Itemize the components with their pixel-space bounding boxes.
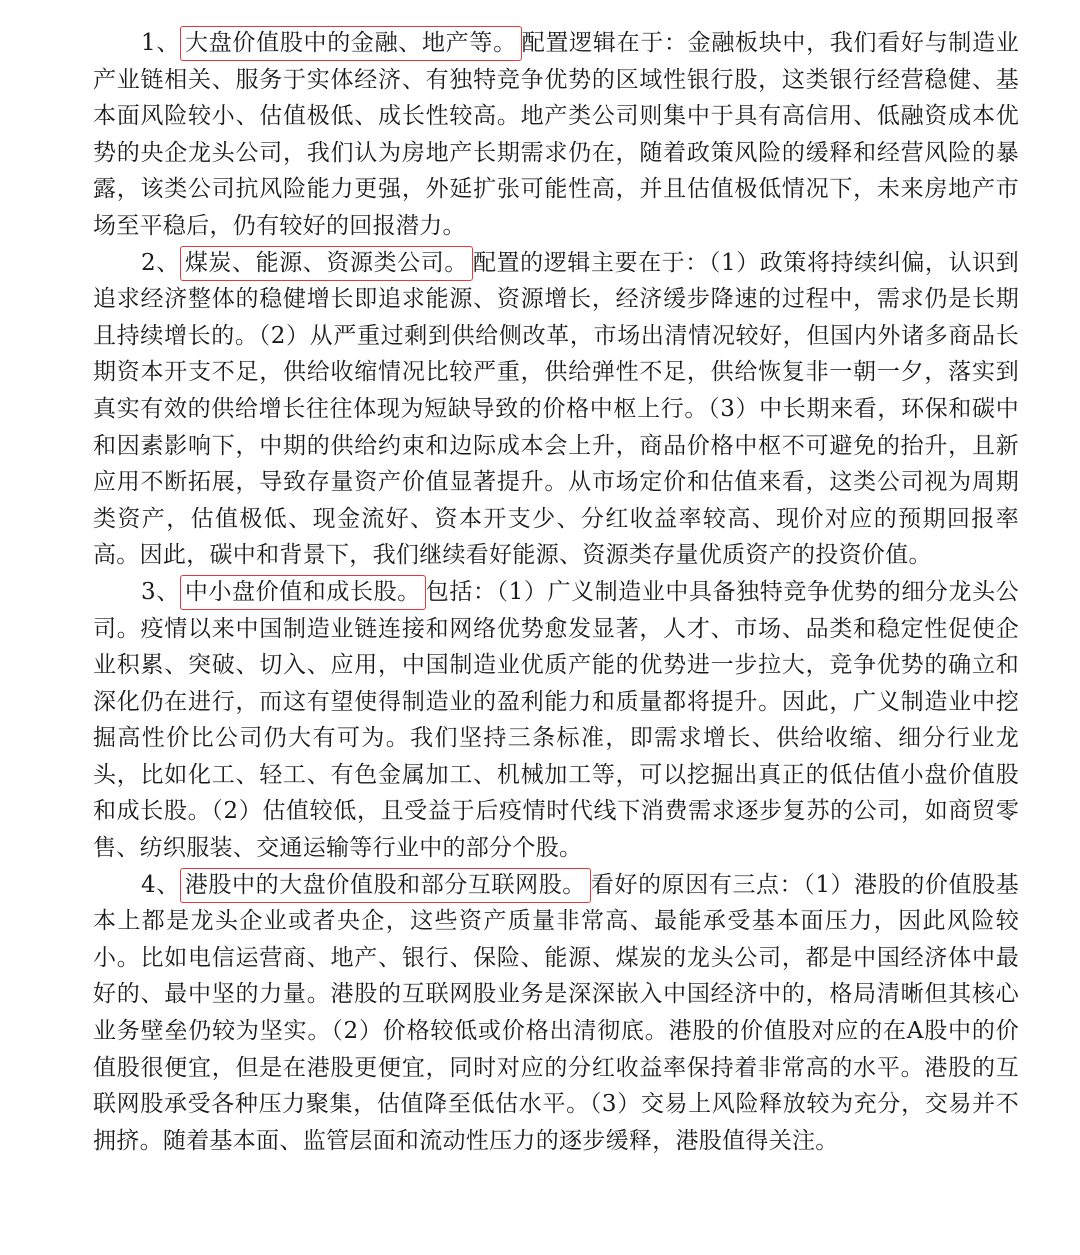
- paragraph-3-highlight: 中小盘价值和成长股。: [180, 575, 426, 610]
- paragraph-2-highlight: 煤炭、能源、资源类公司。: [180, 246, 473, 281]
- paragraph-2: [93, 245, 1019, 574]
- paragraph-2-text: 配置的逻辑主要在于：（1）政策将持续纠偏，认识到追求经济整体的稳健增长即追求能源、资源增长，经济缓步降速的过程中，需求仍是长期且持续增长的。（2）从严重过剩到供给侧改革，市场出清情况较好，但国内外诸多商品长期资本开支不足，供给收缩情况比较严重，供给弹性不足，供给恢复非一朝一夕，落实到真实有效的供给增长往往体现为短缺导致的价格中枢上行。（3）中长期来看，环保和碳中和因素影响下，中期的供给约束和边际成本会上升，商品价格中枢不可避免的抬升，且新应用不断拓展，导致存量资产价值显著提升。从市场定价和估值来看，这类公司视为周期类资产，估值极低、现金流好、资本开支少、分红收益率较高、现价对应的预期回报率高。因此，碳中和背景下，我们继续看好能源、资源类存量优质资产的投资价值。: [93, 249, 1019, 569]
- paragraph-1-number: 1、: [141, 30, 181, 56]
- paragraph-3-number: 3、: [141, 578, 180, 605]
- paragraph-3: [93, 574, 1019, 867]
- document-body: [93, 25, 1019, 1159]
- paragraph-3-text: 包括：（1）广义制造业中具备独特竞争优势的细分龙头公司。疫情以来中国制造业链连接和网络优势愈发显著，人才、市场、品类和稳定性促使企业积累、突破、切入、应用，中国制造业优质产能的优势进一步拉大，竞争优势的确立和深化仍在进行，而这有望使得制造业的盈利能力和质量都将提升。因此，广义制造业中挖掘高性价比公司仍大有可为。我们坚持三条标准，即需求增长、供给收缩、细分行业龙头，比如化工、轻工、有色金属加工、机械加工等，可以挖掘出真正的低估值小盘价值股和成长股。（2）估值较低，且受益于后疫情时代线下消费需求逐步复苏的公司，如商贸零售、纺织服装、交通运输等行业中的部分个股。: [93, 578, 1020, 862]
- paragraph-1-text: 配置逻辑在于：金融板块中，我们看好与制造业产业链相关、服务于实体经济、有独特竞争优势的区域性银行股，这类银行经营稳健、基本面风险较小、估值极低、成长性较高。地产类公司则集中于具有高信用、低融资成本优势的央企龙头公司，我们认为房地产长期需求仍在，随着政策风险的缓释和经营风险的暴露，该类公司抗风险能力更强，外延扩张可能性高，并且估值极低情况下，未来房地产市场至平稳后，仍有较好的回报潜力。: [93, 30, 1019, 239]
- paragraph-4-highlight: 港股中的大盘价值股和部分互联网股。: [180, 868, 591, 903]
- paragraph-4: [93, 867, 1019, 1160]
- paragraph-4-text: 看好的原因有三点：（1）港股的价值股基本上都是龙头企业或者央企，这些资产质量非常高、最能承受基本面压力，因此风险较小。比如电信运营商、地产、银行、保险、能源、煤炭的龙头公司，都是中国经济体中最好的、最中坚的力量。港股的互联网股业务是深深嵌入中国经济中的，格局清晰但其核心业务壁垒仍较为坚实。（2）价格较低或价格出清彻底。港股的价值股对应的在A股中的价值股很便宜，但是在港股更便宜，同时对应的分红收益率保持着非常高的水平。港股的互联网股承受各种压力聚集，估值降至低估水平。（3）交易上风险释放较为充分，交易并不拥挤。随着基本面、监管层面和流动性压力的逐步缓释，港股值得关注。: [93, 871, 1019, 1154]
- paragraph-1-highlight: 大盘价值股中的金融、地产等。: [180, 26, 522, 61]
- paragraph-4-number: 4、: [141, 871, 180, 898]
- paragraph-2-number: 2、: [141, 249, 180, 276]
- paragraph-1: [93, 25, 1019, 245]
